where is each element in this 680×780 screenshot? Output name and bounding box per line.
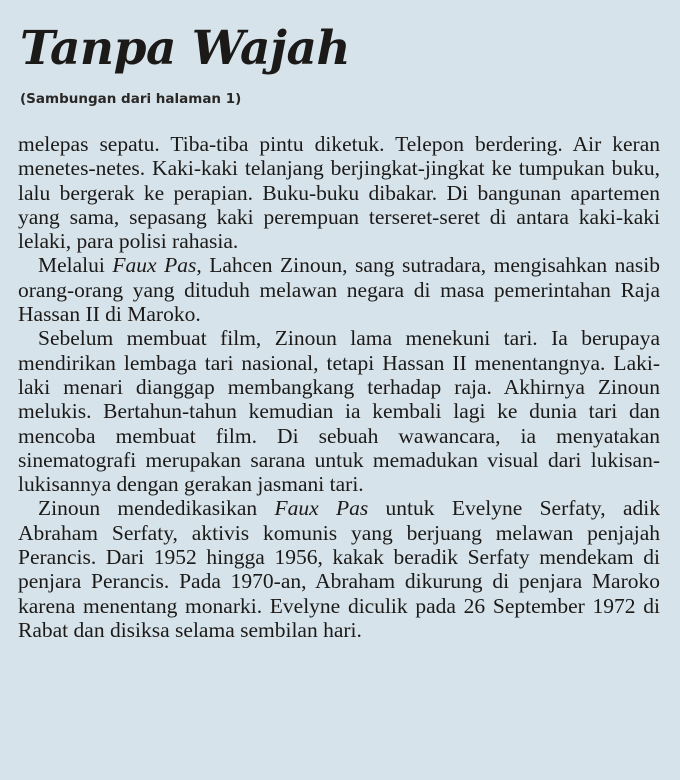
paragraph-4 — [18, 496, 660, 642]
article-body — [18, 132, 660, 642]
paragraph-3-text: Sebelum membuat film, Zinoun lama menekuni tari. Ia berupaya mendirikan lembaga tari nasional, tetapi Hassan II menentangnya. Laki-laki menari dianggap membangkang terhadap raja. Akhirnya Zinoun melukis. Bertahun-tahun kemudian ia kembali lagi ke dunia tari dan mencoba membuat film. Di sebuah wawancara, ia menyatakan sinematografi merupakan sarana untuk memadukan visual dari lukisan-lukisannya dengan gerakan jasmani tari. — [18, 326, 660, 497]
film-title: Faux Pas — [274, 496, 369, 521]
paragraph-1 — [18, 132, 660, 253]
paragraph-2 — [18, 253, 660, 326]
continuation-note: (Sambungan dari halaman 1) — [20, 91, 242, 107]
article-title: Tanpa Wajah — [20, 21, 351, 76]
paragraph-3 — [18, 326, 660, 496]
paragraph-4-text-end: untuk Evelyne Serfaty, adik Abraham Serfaty, aktivis komunis yang berjuang melawan penjajah Perancis. Dari 1952 hingga 1956, kakak beradik Serfaty mendekam di penjara Perancis. Pada 1970-an, Abraham dikurung di penjara Maroko karena menentang monarki. Evelyne diculik pada 26 September 1972 di Rabat dan disiksa selama sembilan hari. — [18, 496, 660, 642]
paragraph-2-text-end: , Lahcen Zinoun, sang sutradara, mengisahkan nasib orang-orang yang dituduh melawan negara di masa pemerintahan Raja Hassan II di Maroko. — [18, 253, 661, 327]
paragraph-1-text: melepas sepatu. Tiba-tiba pintu diketuk. Telepon berdering. Air keran menetes-netes. Kaki-kaki telanjang berjingkat-jingkat ke tumpukan buku, lalu bergerak ke perapian. Buku-buku dibakar. Di bangunan apartemen yang sama, sepasang kaki perempuan terseret-seret di antara kaki-kaki lelaki, para polisi rahasia. — [18, 132, 660, 254]
paragraph-2-text-start: Melalui — [38, 253, 113, 278]
paragraph-4-text-start: Zinoun mendedikasikan — [38, 496, 275, 521]
film-title: Faux Pas — [112, 253, 197, 278]
